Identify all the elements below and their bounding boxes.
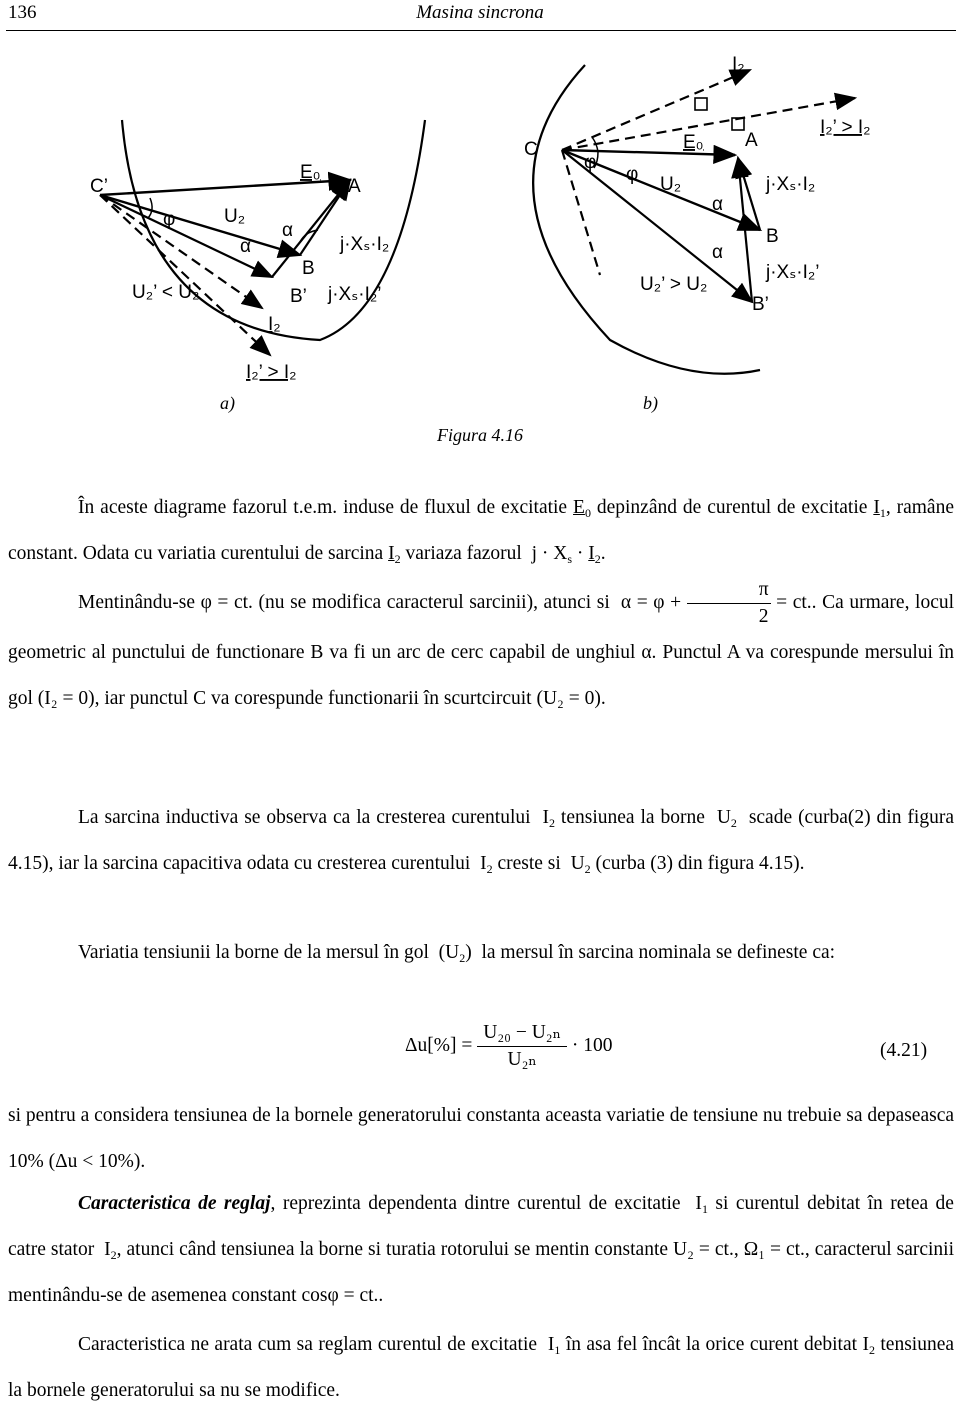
label-b-i2p-gt-i2: I₂’ > I₂ [820,117,871,138]
label-a-i2p-gt-i2: I₂’ > I₂ [246,362,297,383]
label-b-i2: I₂ [732,54,745,75]
figure-diagrams [0,40,960,390]
label-a-e0: E₀ [300,162,321,183]
paragraph-5: si pentru a considera tensiunea de la bornele generatorului constanta aceasta variatie de tensiune nu trebuie sa depaseasca 10% (Δu < 10%). [8,1105,954,1172]
label-b-u2p-gt-u2: U₂’ > U₂ [640,274,708,295]
label-b-e0: E₀ [683,132,704,153]
label-a-b: B [302,258,315,279]
label-a-i2: I₂ [268,314,281,335]
label-b-phi2: φ [626,164,639,185]
running-title: Masina sincrona [416,2,544,23]
label-b-alpha2: α [712,242,723,263]
equation-number: (4.21) [880,1040,928,1061]
label-a-a: A [348,176,361,197]
equation-denominator: U₂ₙ [507,1049,537,1070]
equation-lhs: Δu[%] = [405,1034,473,1056]
label-a-alpha2: α [240,236,251,257]
paragraph-4: Variatia tensiunii la borne de la mersul în gol $(U_2)$ la mersul în sarcina nominala se defineste ca: [78,942,836,965]
label-a-jxsi2: j·Xₛ·I₂ [340,234,390,255]
diagram-b [533,65,855,374]
paragraph-1: În aceste diagrame fazorul t.e.m. induse de fluxul de excitatie $E_0$ depinzând de curentul de excitatie $I_1$, ramâne constant. Odata cu variatia curentului de sarcina $I_2$ variaza fazorul $j \cdot X_s \cdot I_2$. [8,497,954,566]
equation-4-21 [405,1020,613,1073]
label-a-alpha1: α [282,220,293,241]
figure-label-a: a) [220,393,235,413]
header-rule [6,30,956,31]
paragraph-7: Caracteristica ne arata cum sa reglam curentul de excitatie $I_1$ în asa fel încât la orice curent debitat $I_2$ tensiunea la bornele generatorului sa nu se modifice. [8,1334,955,1401]
paragraph-3: La sarcina inductiva se observa ca la cresterea curentului $I_2$ tensiunea la borne $U_2$ scade (curba(2) din figura 4.15), iar la sarcina capacitiva odata cu cresterea curentului $I_2$ creste si $U_2$ (curba (3) din figura 4.15). [8,807,954,876]
equation-tail: · 100 [571,1034,613,1056]
label-b-u2: U₂ [660,174,682,195]
figure-caption: Figura 4.16 [436,425,523,445]
label-a-u2: U₂ [224,206,246,227]
label-b-alpha1: α [712,194,723,215]
diagram-b-current-i2 [562,70,750,150]
label-b-b-prime: B’ [752,294,769,315]
label-b-phi1: φ [584,152,597,173]
label-a-b-prime: B’ [290,286,307,307]
label-b-jxsi2: j·Xₛ·I₂ [766,174,816,195]
label-a-c-prime: C’ [90,176,108,197]
label-a-u2p-lt-u2: U₂’ < U₂ [132,282,200,303]
page-number: 136 [8,2,37,23]
label-a-jxsi2p: j·Xₛ·I₂’ [328,284,382,305]
paragraph-6: Caracteristica de reglaj, reprezinta dependenta dintre curentul de excitatie $I_1$ si curentul debitat în retea de catre stator $I_2$, atunci când tensiunea la borne si turatia rotorului se mentin constante U₂ = ct., Ω₁ = ct., caracterul sarcinii mentinându-se de asemenea constant cosφ = ct.. [8,1193,955,1306]
label-b-c: C [524,139,538,160]
diagram-b-arc [533,65,760,374]
term-caracteristica-de-reglaj: Caracteristica de reglaj [78,1193,271,1214]
diagram-a-arc [122,120,425,340]
diagram-b-current-i2p [562,98,855,150]
label-b-jxsi2p: j·Xₛ·I₂’ [766,262,820,283]
pi-over-2-fraction: $\frac{\pi}{2}$ [687,577,771,630]
equation-numerator: U₂₀ − U₂ₙ [477,1020,567,1047]
label-a-phi: φ [163,209,176,230]
figure-label-b: b) [643,393,658,413]
label-b-a: A [745,130,758,151]
paragraph-2: Mentinându-se φ = ct. (nu se modifica caracterul sarcinii), atunci si α = φ + $\frac{\pi}{2}$ = ct.. Ca urmare, locul geometric al punctului de functionare B va fi un arc de cerc capabil de unghiul α. Punctul A va corespunde mersului în gol (I₂ = 0), iar punctul C va corespunde functionarii în scurtcircuit (U₂ = 0). [8,579,955,709]
diagram-a-phasor-u2 [100,195,300,255]
label-b-b: B [766,226,779,247]
equation-fraction [477,1020,567,1073]
